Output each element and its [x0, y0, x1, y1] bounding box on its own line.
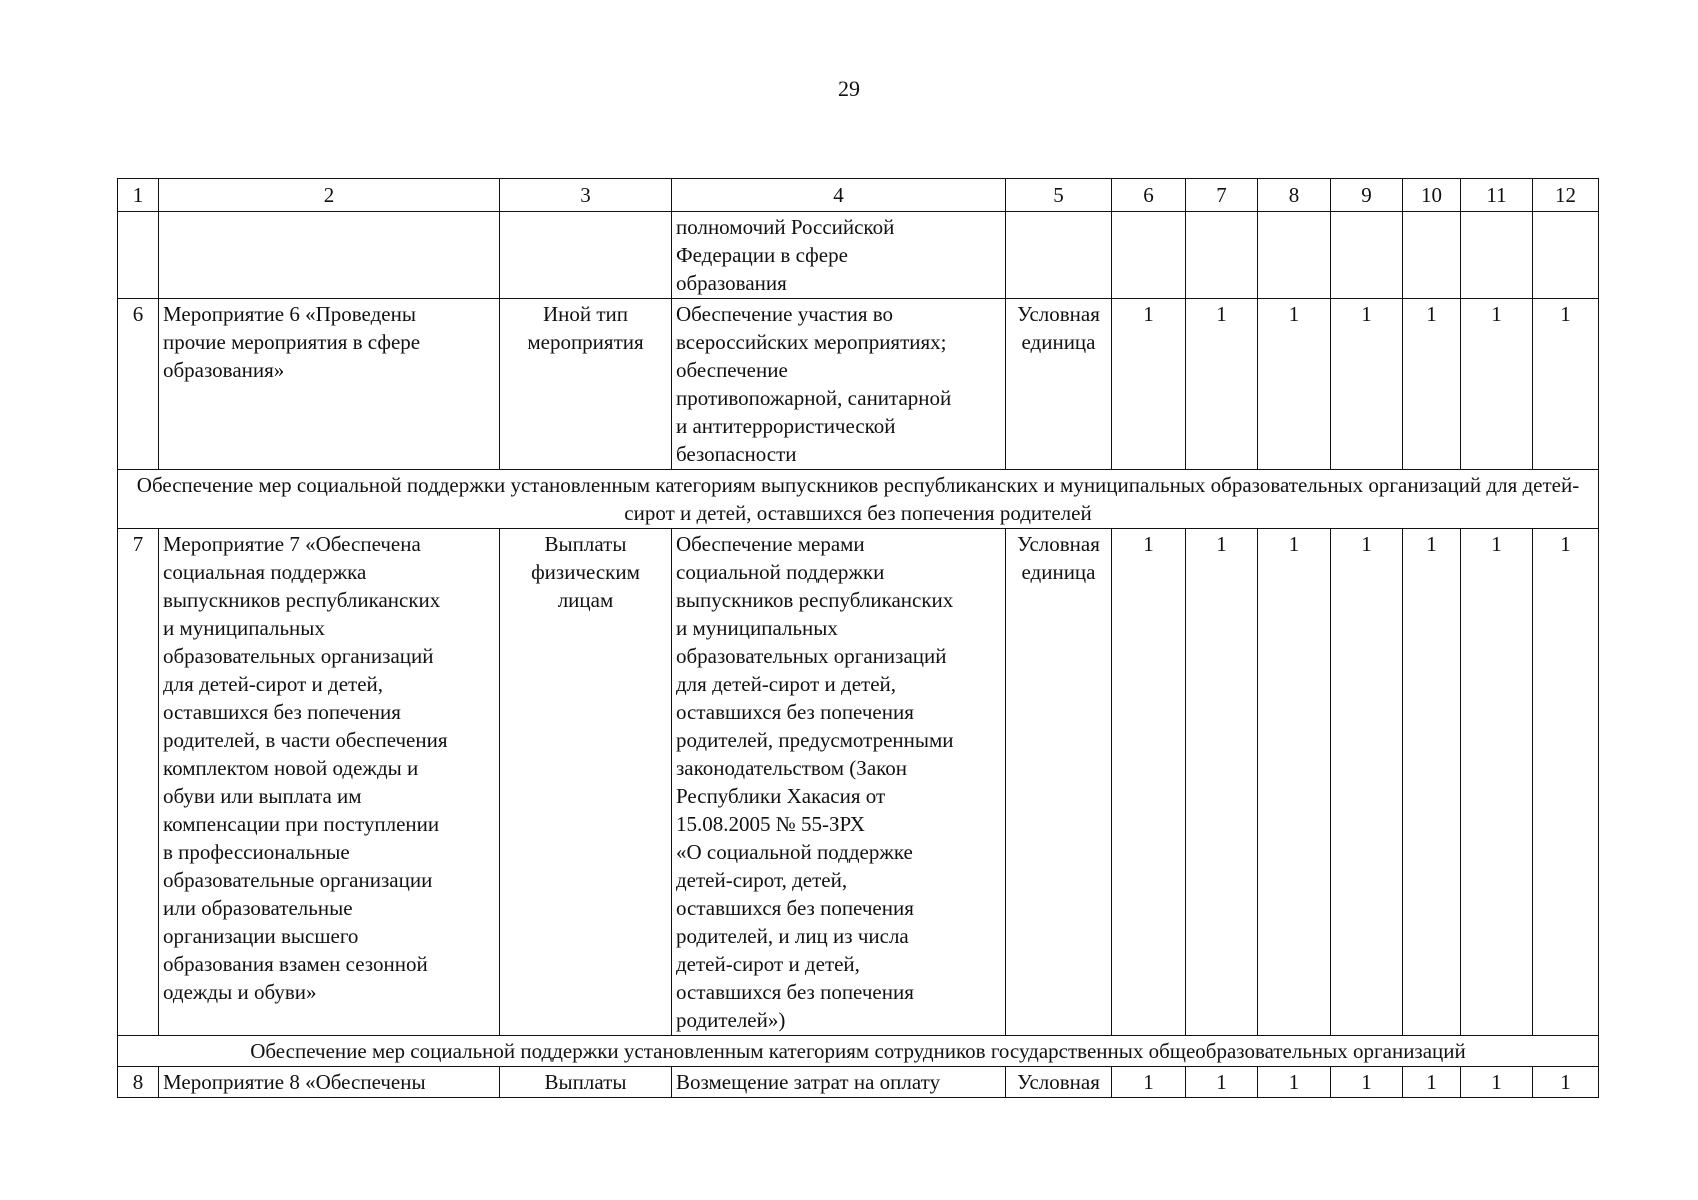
measure-description: полномочий Российской Федерации в сфере образования	[672, 212, 1006, 299]
value-cell: 1	[1112, 1067, 1186, 1098]
value-cell: 1	[1533, 1067, 1599, 1098]
row-number: 8	[118, 1067, 159, 1098]
column-number-cell: 9	[1331, 179, 1403, 212]
value-cell	[1112, 212, 1186, 299]
value-cell: 1	[1461, 299, 1533, 470]
column-number-cell: 2	[159, 179, 500, 212]
value-cell: 1	[1331, 529, 1403, 1036]
unit-of-measure: Условная единица	[1006, 529, 1112, 1036]
column-number-cell: 7	[1186, 179, 1258, 212]
page-number: 29	[838, 76, 860, 101]
value-cell: 1	[1533, 299, 1599, 470]
table-row	[118, 1067, 1599, 1098]
column-number-cell: 8	[1258, 179, 1331, 212]
value-cell: 1	[1403, 299, 1461, 470]
measure-type: Иной тип мероприятия	[500, 299, 672, 470]
section-row	[118, 1036, 1599, 1067]
value-cell	[1331, 212, 1403, 299]
unit-of-measure: Условная единица	[1006, 299, 1112, 470]
value-cell: 1	[1186, 1067, 1258, 1098]
measure-name: Мероприятие 7 «Обеспечена социальная поддержка выпускников республиканских и муниципальных образовательных организаций для детей-сирот и детей, оставшихся без попечения родителей, в части обеспечения комплектом новой одежды и обуви или выплата им компенсации при поступлении в профессиональные образовательные организации или образовательные организации высшего образования взамен сезонной одежды и обуви»	[159, 529, 500, 1036]
table-row	[118, 529, 1599, 1036]
table-row	[118, 299, 1599, 470]
value-cell: 1	[1258, 1067, 1331, 1098]
measure-name: Мероприятие 8 «Обеспечены	[159, 1067, 500, 1098]
unit-of-measure	[1006, 212, 1112, 299]
value-cell: 1	[1403, 1067, 1461, 1098]
value-cell: 1	[1403, 529, 1461, 1036]
value-cell: 1	[1331, 1067, 1403, 1098]
unit-of-measure: Условная	[1006, 1067, 1112, 1098]
row-number	[118, 212, 159, 299]
value-cell	[1258, 212, 1331, 299]
column-number-cell: 6	[1112, 179, 1186, 212]
indicators-table	[117, 178, 1599, 1098]
value-cell: 1	[1258, 299, 1331, 470]
column-number-cell: 3	[500, 179, 672, 212]
section-row	[118, 470, 1599, 529]
measure-description: Обеспечение мерами социальной поддержки выпускников республиканских и муниципальных образовательных организаций для детей-сирот и детей, оставшихся без попечения родителей, предусмотренными законодательством (Закон Республики Хакасия от 15.08.2005 № 55-ЗРХ «О социальной поддержке детей-сирот, детей, оставшихся без попечения родителей, и лиц из числа детей-сирот и детей, оставшихся без попечения родителей»)	[672, 529, 1006, 1036]
value-cell	[1461, 212, 1533, 299]
value-cell: 1	[1186, 299, 1258, 470]
column-number-cell: 5	[1006, 179, 1112, 212]
column-number-cell: 4	[672, 179, 1006, 212]
value-cell	[1403, 212, 1461, 299]
value-cell: 1	[1112, 299, 1186, 470]
table-body	[118, 179, 1599, 1098]
value-cell: 1	[1461, 1067, 1533, 1098]
column-number-row	[118, 179, 1599, 212]
section-heading: Обеспечение мер социальной поддержки установленным категориям сотрудников государственных общеобразовательных организаций	[118, 1036, 1599, 1067]
measure-type: Выплаты физическим лицам	[500, 529, 672, 1036]
value-cell: 1	[1461, 529, 1533, 1036]
column-number-cell: 12	[1533, 179, 1599, 212]
value-cell: 1	[1258, 529, 1331, 1036]
value-cell	[1186, 212, 1258, 299]
column-number-cell: 11	[1461, 179, 1533, 212]
value-cell: 1	[1533, 529, 1599, 1036]
measure-name: Мероприятие 6 «Проведены прочие мероприятия в сфере образования»	[159, 299, 500, 470]
section-heading: Обеспечение мер социальной поддержки установленным категориям выпускников республиканских и муниципальных образовательных организаций для детей-сирот и детей, оставшихся без попечения родителей	[118, 470, 1599, 529]
value-cell: 1	[1112, 529, 1186, 1036]
measure-type: Выплаты	[500, 1067, 672, 1098]
value-cell	[1533, 212, 1599, 299]
measure-type	[500, 212, 672, 299]
column-number-cell: 1	[118, 179, 159, 212]
column-number-cell: 10	[1403, 179, 1461, 212]
row-number: 6	[118, 299, 159, 470]
row-number: 7	[118, 529, 159, 1036]
table-row	[118, 212, 1599, 299]
value-cell: 1	[1331, 299, 1403, 470]
measure-description: Обеспечение участия во всероссийских мероприятиях; обеспечение противопожарной, санитарной и антитеррористической безопасности	[672, 299, 1006, 470]
value-cell: 1	[1186, 529, 1258, 1036]
measure-description: Возмещение затрат на оплату	[672, 1067, 1006, 1098]
measure-name	[159, 212, 500, 299]
